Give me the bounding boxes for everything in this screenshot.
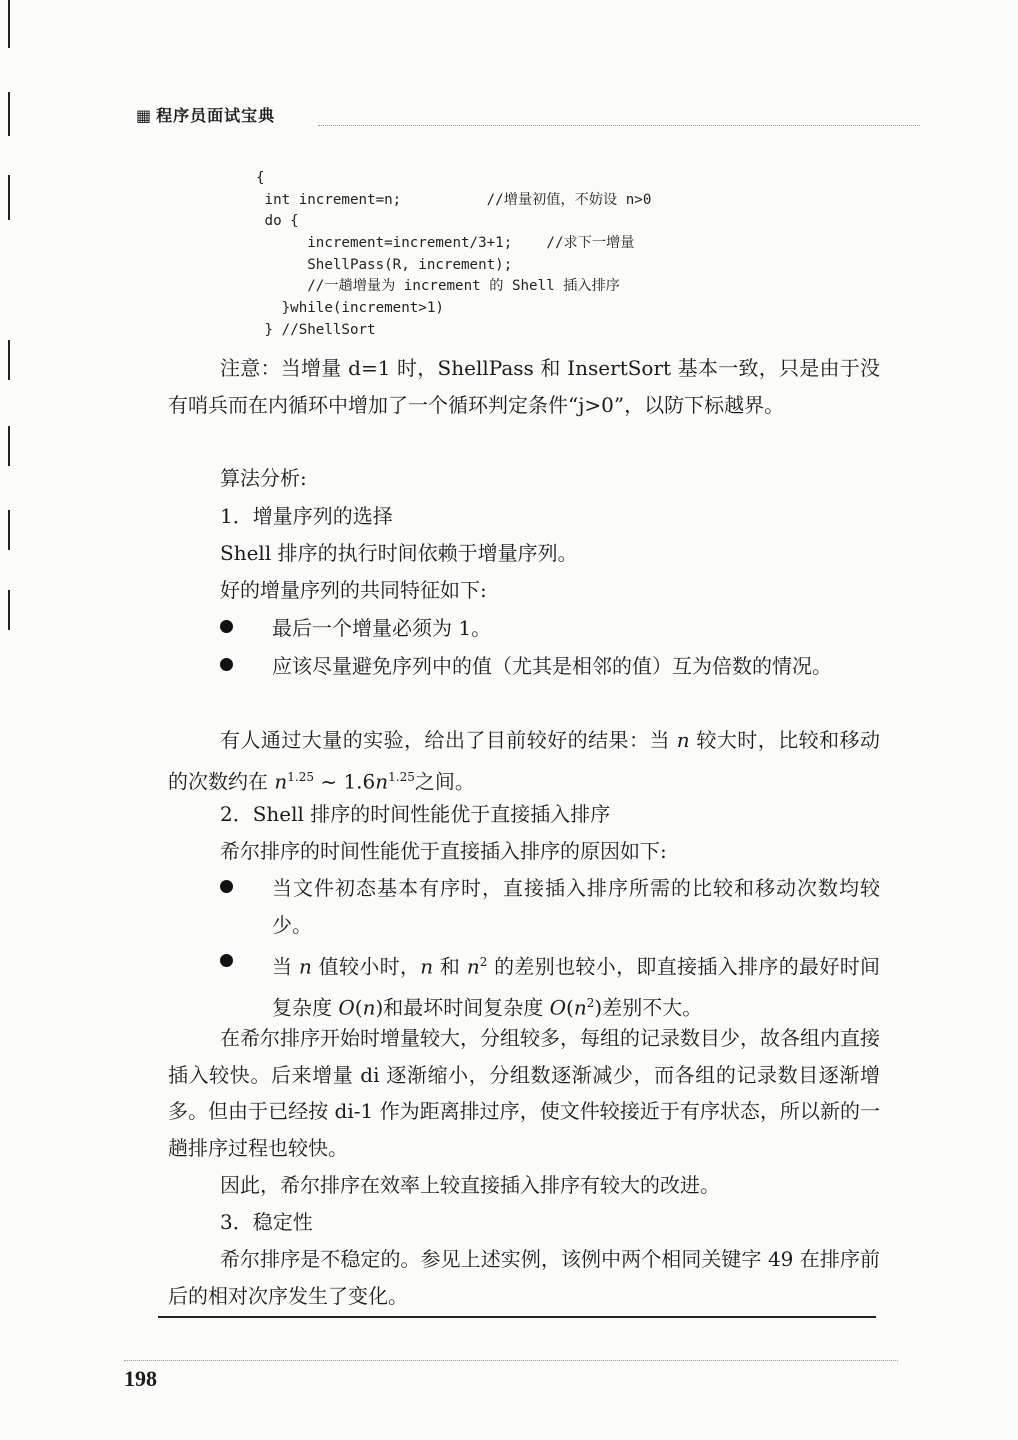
bullet-text: 最后一个增量必须为 1。 bbox=[272, 616, 492, 640]
math-var-n: n bbox=[274, 769, 288, 794]
scan-edge-mark bbox=[8, 0, 10, 48]
section-3-heading: 3．稳定性 bbox=[220, 1210, 313, 1234]
section-3-paragraph-1: 希尔排序是不稳定的。参见上述实例，该例中两个相同关键字 49 在排序前后的相对次序发生了变化。 bbox=[168, 1247, 880, 1308]
code-block bbox=[256, 168, 651, 342]
code-line: { bbox=[256, 170, 265, 186]
page-number: 198 bbox=[124, 1366, 157, 1391]
code-line: int increment=n; //增量初值，不妨设 n>0 bbox=[256, 191, 652, 208]
bullet-text: 当文件初态基本有序时，直接插入排序所需的比较和移动次数均较少。 bbox=[272, 876, 880, 937]
book-title: 程序员面试宝典 bbox=[156, 106, 276, 125]
bullet-icon bbox=[220, 954, 233, 967]
section-1-heading: 1．增量序列的选择 bbox=[220, 504, 393, 528]
note-paragraph: 注意：当增量 d=1 时，ShellPass 和 InsertSort 基本一致，只是由于没有哨兵而在内循环中增加了一个循环判定条件“j>0”，以防下标越界。 bbox=[168, 356, 880, 417]
scan-edge-mark bbox=[8, 175, 10, 220]
math-var-n: n bbox=[375, 769, 389, 794]
code-line: }while(increment>1) bbox=[256, 300, 444, 317]
bullet-icon bbox=[220, 880, 233, 893]
code-line: do { bbox=[256, 213, 299, 230]
section-2-paragraph-3: 因此，希尔排序在效率上较直接插入排序有较大的改进。 bbox=[220, 1173, 720, 1197]
running-header bbox=[136, 103, 275, 126]
bullet-text: 应该尽量避免序列中的值（尤其是相邻的值）互为倍数的情况。 bbox=[272, 654, 832, 678]
bullet-text: 当 n 值较小时，n 和 $n^2$ 的差别也较小，即直接插入排序的最好时间复杂度 O(n)和最坏时间复杂度 $O(n^2)$差别不大。 bbox=[272, 954, 881, 1020]
bullet-icon bbox=[220, 620, 233, 633]
code-line: //一趟增量为 increment 的 Shell 插入排序 bbox=[256, 278, 620, 295]
scan-edge-mark bbox=[8, 92, 10, 136]
bullet-item bbox=[220, 870, 880, 943]
scan-edge-mark bbox=[8, 510, 10, 550]
math-exponent: 1.25 bbox=[388, 769, 415, 784]
section-2-paragraph-1: 希尔排序的时间性能优于直接插入排序的原因如下: bbox=[220, 839, 667, 863]
experiment-paragraph: 有人通过大量的实验，给出了目前较好的结果：当 n 较大时，比较和移动的次数约在 $n^{1.25}$ ~ $1.6n^{1.25}$之间。 bbox=[168, 728, 880, 794]
bullet-item bbox=[220, 610, 880, 647]
footer-rule bbox=[124, 1360, 898, 1361]
section-2-paragraph-2: 在希尔排序开始时增量较大，分组较多，每组的记录数目少，故各组内直接插入较快。后来增量 di 逐渐缩小，分组数逐渐减少，而各组的记录数目逐渐增多。但由于已经按 di-1 作为距离排过序，使文件较接近于有序状态，所以新的一趟排序过程也较快。 bbox=[168, 1026, 880, 1160]
code-line: increment=increment/3+1; //求下一增量 bbox=[256, 235, 635, 252]
section-2-heading: 2．Shell 排序的时间性能优于直接插入排序 bbox=[220, 802, 611, 826]
bullet-item bbox=[220, 648, 880, 685]
book-logo-icon: ▦ bbox=[136, 106, 153, 125]
analysis-heading: 算法分析: bbox=[220, 466, 307, 490]
section-1-paragraph-1: Shell 排序的执行时间依赖于增量序列。 bbox=[220, 541, 578, 565]
bullet-icon bbox=[220, 658, 233, 671]
math-var-n: n bbox=[676, 728, 690, 752]
bullet-item bbox=[220, 944, 880, 1026]
code-line: ShellPass(R, increment); bbox=[256, 256, 513, 273]
scan-edge-mark bbox=[8, 426, 10, 466]
section-1-paragraph-2: 好的增量序列的共同特征如下: bbox=[220, 578, 487, 602]
header-rule bbox=[318, 125, 920, 126]
code-line: } //ShellSort bbox=[256, 321, 376, 338]
content-end-rule bbox=[158, 1316, 876, 1318]
scan-edge-mark bbox=[8, 590, 10, 630]
math-exponent: 1.25 bbox=[287, 769, 314, 784]
scan-edge-mark bbox=[8, 340, 10, 380]
